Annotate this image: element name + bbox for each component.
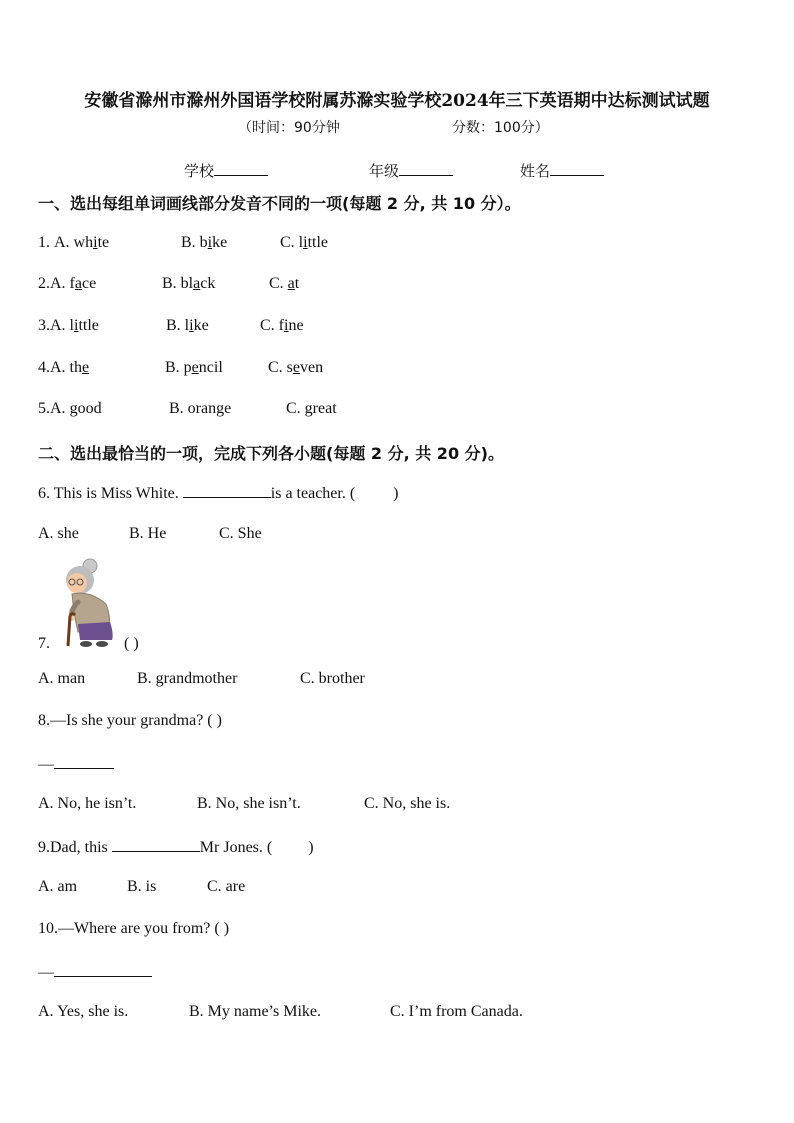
q8-blank[interactable] (54, 753, 114, 769)
q2-option-b[interactable] (162, 274, 269, 294)
school-label: 学校 (184, 162, 215, 180)
q10-option-a[interactable]: A. Yes, she is. (38, 1003, 129, 1020)
q4-option-b[interactable] (165, 358, 268, 378)
option-text: A. wh (54, 234, 94, 251)
question-10: 10.—Where are you from? ( ) (38, 920, 230, 937)
option-text: B. oran (169, 400, 217, 417)
option-text: A. (50, 400, 70, 417)
grade-blank[interactable] (399, 160, 453, 176)
q7-paren[interactable]: ( ) (124, 635, 139, 652)
q8-option-c[interactable]: C. No, she is. (364, 795, 451, 812)
option-text: C. l (280, 234, 304, 251)
q7-option-b[interactable]: B. grandmother (137, 670, 238, 687)
option-text: A. th (50, 359, 82, 376)
question-number: 1. (38, 234, 54, 251)
underlined-letters: i (284, 317, 289, 334)
question-7 (38, 634, 139, 654)
q6-stem: 6. This is Miss White. (38, 485, 183, 502)
q9-stem: 9.Dad, this (38, 839, 112, 856)
option-text: B. l (166, 317, 190, 334)
underlined-letters: g (69, 400, 78, 417)
q2-option-a[interactable] (50, 274, 162, 294)
option-text: C. f (260, 317, 284, 334)
q6-blank[interactable] (183, 482, 271, 498)
q2-option-c[interactable] (269, 274, 299, 294)
option-text: ood (77, 400, 102, 417)
option-text: A. l (50, 317, 74, 334)
question-1 (38, 233, 328, 253)
grade-field (369, 160, 453, 181)
q8-option-b[interactable]: B. No, she isn’t. (197, 795, 301, 812)
q1-option-c[interactable] (280, 233, 328, 253)
q9-options (38, 877, 245, 897)
underlined-letters: i (207, 234, 213, 251)
underlined-letters: i (93, 234, 98, 251)
q9-option-a[interactable]: A. am (38, 878, 78, 895)
underlined-letters: e (191, 359, 199, 376)
question-number: 3. (38, 317, 50, 334)
question-number: 4. (38, 359, 50, 376)
exam-time: （时间：90分钟 (238, 120, 340, 136)
q8-options (38, 794, 450, 814)
q10-options (38, 1002, 523, 1022)
q6-option-a[interactable]: A. she (38, 525, 79, 542)
option-text: e (224, 400, 232, 417)
option-text: t (294, 275, 300, 292)
option-text: ncil (198, 359, 223, 376)
q10-option-b[interactable]: B. My name’s Mike. (189, 1003, 321, 1020)
q8-dash: — (38, 756, 54, 773)
underlined-letters: a (193, 275, 201, 292)
q7-option-c[interactable]: C. brother (300, 670, 365, 687)
option-text: A. f (50, 275, 75, 292)
question-6 (38, 482, 399, 504)
name-label: 姓名 (520, 162, 551, 180)
question-2 (38, 274, 299, 294)
q7-option-a[interactable]: A. man (38, 670, 86, 687)
q7-number: 7. (38, 635, 50, 652)
option-text: ne (288, 317, 304, 334)
q9-paren-close: ) (308, 839, 314, 856)
q9-stem-end: Mr Jones. ( (199, 839, 273, 856)
q6-paren-close: ) (393, 485, 399, 502)
q8-answer-line (38, 753, 114, 775)
q1-option-b[interactable] (181, 233, 280, 253)
q6-option-c[interactable]: C. She (219, 525, 262, 542)
q10-blank[interactable] (54, 961, 152, 977)
underlined-letters: a (74, 275, 82, 292)
q6-option-b[interactable]: B. He (129, 525, 167, 542)
option-text: C. s (268, 359, 293, 376)
section-1-heading: 一、选出每组单词画线部分发音不同的一项(每题 2 分, 共 10 分）。 (38, 194, 521, 213)
q5-option-c[interactable] (286, 399, 337, 419)
school-field (184, 160, 268, 181)
q6-options (38, 524, 262, 544)
question-8: 8.—Is she your grandma? ( ) (38, 712, 222, 729)
q7-options (38, 669, 365, 689)
underlined-letters: g (304, 400, 313, 417)
option-text: ke (193, 317, 209, 334)
q4-option-a[interactable] (50, 358, 165, 378)
section-2-heading: 二、选出最恰当的一项，完成下列各小题(每题 2 分, 共 20 分)。 (38, 444, 504, 463)
q9-blank[interactable] (112, 836, 200, 852)
q5-option-b[interactable] (169, 399, 286, 419)
q3-option-b[interactable] (166, 316, 260, 336)
q9-option-b[interactable]: B. is (127, 878, 157, 895)
question-5 (38, 399, 337, 419)
option-text: reat (312, 400, 337, 417)
underlined-letters: g (216, 400, 225, 417)
option-text: ke (212, 234, 228, 251)
q1-option-a[interactable] (54, 233, 181, 253)
q10-option-c[interactable]: C. I’m from Canada. (390, 1003, 523, 1020)
option-text: B. p (165, 359, 192, 376)
underlined-letters: e (82, 359, 90, 376)
exam-score: 分数：100分） (452, 120, 549, 136)
q3-option-c[interactable] (260, 316, 304, 336)
question-4 (38, 358, 323, 378)
q5-option-a[interactable] (50, 399, 169, 419)
question-9 (38, 836, 314, 858)
option-text: C. (286, 400, 305, 417)
option-text: B. b (181, 234, 208, 251)
option-text: te (97, 234, 110, 251)
option-text: B. bl (162, 275, 194, 292)
underlined-letters: i (189, 317, 194, 334)
underlined-letters: e (292, 359, 301, 376)
underlined-letters: i (74, 317, 79, 334)
option-text: C. (269, 275, 288, 292)
q10-answer-line (38, 961, 152, 983)
page-title: 安徽省滁州市滁州外国语学校附属苏滁实验学校2024年三下英语期中达标测试试题 (84, 91, 710, 111)
question-3 (38, 316, 304, 336)
q3-option-a[interactable] (50, 316, 166, 336)
underlined-letters: i (303, 234, 308, 251)
q9-option-c[interactable]: C. are (207, 878, 246, 895)
underlined-letters: a (287, 275, 295, 292)
option-text: ven (300, 359, 324, 376)
question-number: 5. (38, 400, 50, 417)
name-blank[interactable] (550, 160, 604, 176)
q8-option-a[interactable]: A. No, he isn’t. (38, 795, 137, 812)
school-blank[interactable] (214, 160, 268, 176)
name-field (520, 160, 604, 181)
option-text: ck (200, 275, 216, 292)
q4-option-c[interactable] (268, 358, 323, 378)
option-text: ce (82, 275, 97, 292)
q10-dash: — (38, 964, 54, 981)
question-number: 2. (38, 275, 50, 292)
q6-stem-end: is a teacher. ( (270, 485, 356, 502)
grade-label: 年级 (369, 162, 400, 180)
option-text: ttle (78, 317, 99, 334)
option-text: ttle (307, 234, 329, 251)
